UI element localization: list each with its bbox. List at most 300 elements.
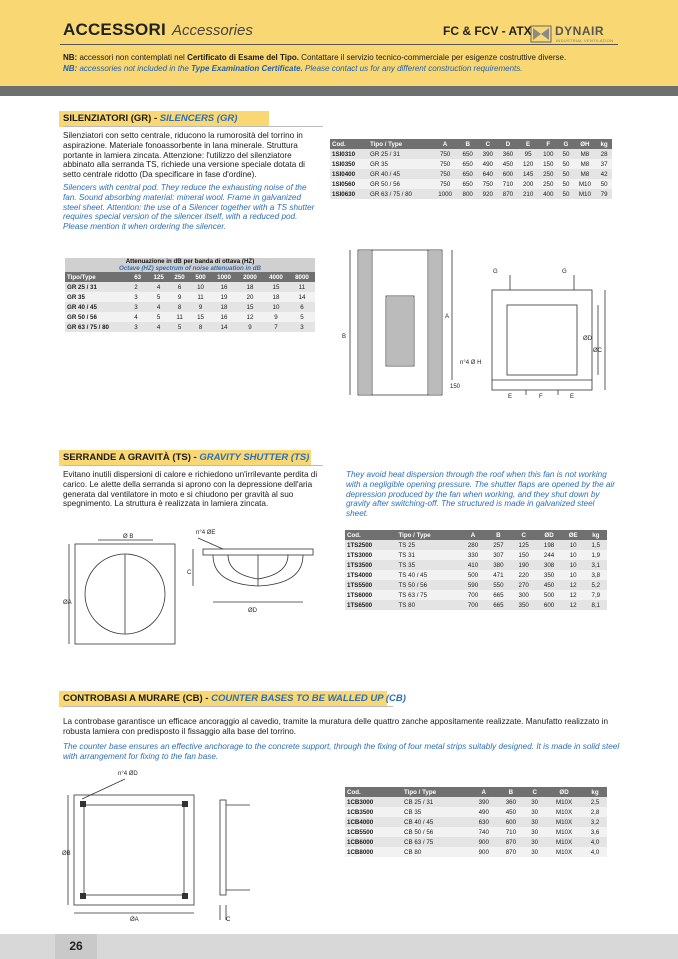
table-cell: 257: [486, 540, 511, 550]
table-row: [330, 159, 612, 169]
column-header: A: [433, 139, 458, 149]
table-cell: 30: [524, 817, 545, 827]
table-cell: 15: [190, 312, 211, 322]
dim-c-label: C: [187, 570, 192, 576]
logo-text: DYNAIR: [555, 24, 605, 38]
table-cell: 9: [169, 292, 190, 302]
table-cell: 1SI0350: [330, 159, 368, 169]
table-row: [65, 322, 315, 332]
attenuation-table: [65, 258, 315, 332]
table-cell: GR 50 / 56: [65, 312, 132, 322]
table-cell: 198: [536, 540, 561, 550]
table-cell: 920: [478, 189, 498, 199]
table-cell: 650: [458, 159, 478, 169]
column-header: G: [558, 139, 573, 149]
table-cell: GR 40 / 45: [65, 302, 132, 312]
table-row: [65, 282, 315, 292]
column-header: Cod.: [345, 787, 402, 797]
column-header: kg: [585, 530, 607, 540]
dim-g2-label: G: [562, 269, 567, 275]
table-row: [65, 302, 315, 312]
table-cell: 1CB3000: [345, 797, 402, 807]
column-header: D: [498, 139, 518, 149]
table-cell: 11: [169, 312, 190, 322]
table-cell: 900: [470, 847, 497, 857]
table-cell: 4: [148, 282, 169, 292]
table-cell: 900: [470, 837, 497, 847]
table-cell: 95: [518, 149, 538, 159]
dim-d-label: ØD: [248, 608, 257, 614]
dim-a-label: ØA: [63, 600, 72, 606]
table-cell: 1TS6500: [345, 600, 397, 610]
table-cell: 50: [596, 179, 612, 189]
table-cell: 490: [470, 807, 497, 817]
dim-e1-label: E: [508, 394, 513, 400]
table-cell: 360: [498, 149, 518, 159]
table-cell: 450: [497, 807, 524, 817]
column-header: 500: [190, 272, 211, 282]
table-cell: TS 25: [397, 540, 461, 550]
table-cell: 1TS2500: [345, 540, 397, 550]
dim-b-label: Ø B: [123, 534, 134, 540]
table-cell: 700: [460, 590, 485, 600]
table-cell: 20: [237, 292, 263, 302]
table-cell: M8: [574, 149, 597, 159]
table-cell: 2,8: [583, 807, 607, 817]
table-cell: 3: [132, 302, 148, 312]
table-row: [345, 837, 607, 847]
page-number: 26: [55, 934, 97, 959]
column-header: ØH: [574, 139, 597, 149]
table-row: [345, 827, 607, 837]
column-header: 8000: [289, 272, 315, 282]
table-cell: 5: [148, 312, 169, 322]
table-row: [65, 312, 315, 322]
dim-c-label: C: [226, 917, 231, 923]
table-cell: 15: [263, 282, 289, 292]
table-cell: 360: [497, 797, 524, 807]
table-cell: M10: [574, 179, 597, 189]
table-cell: 9: [190, 302, 211, 312]
table-cell: 30: [524, 847, 545, 857]
table-cell: 1,5: [585, 540, 607, 550]
shutters-heading: SERRANDE A GRAVITÀ (TS) - GRAVITY SHUTTER (TS): [63, 452, 323, 466]
table-cell: TS 63 / 75: [397, 590, 461, 600]
table-cell: GR 40 / 45: [368, 169, 433, 179]
table-cell: 750: [478, 179, 498, 189]
table-cell: 600: [536, 600, 561, 610]
table-cell: 50: [558, 149, 573, 159]
table-cell: 300: [511, 590, 536, 600]
table-cell: TS 35: [397, 560, 461, 570]
table-row: [345, 807, 607, 817]
dim-a-label: ØA: [130, 917, 139, 923]
table-cell: 1000: [433, 189, 458, 199]
table-cell: 3,1: [585, 560, 607, 570]
column-header: B: [458, 139, 478, 149]
table-cell: 100: [538, 149, 558, 159]
column-header: ØE: [562, 530, 585, 540]
table-row: [345, 540, 607, 550]
table-cell: GR 35: [65, 292, 132, 302]
table-row: [345, 797, 607, 807]
table-cell: 1CB3500: [345, 807, 402, 817]
table-cell: CB 35: [402, 807, 470, 817]
dim-b-label: B: [342, 334, 347, 340]
table-cell: 9: [263, 312, 289, 322]
column-header: F: [538, 139, 558, 149]
table-cell: 220: [511, 570, 536, 580]
column-header: A: [470, 787, 497, 797]
table-cell: GR 63 / 75 / 80: [368, 189, 433, 199]
table-cell: 14: [211, 322, 237, 332]
table-cell: 210: [518, 189, 538, 199]
column-header: 250: [169, 272, 190, 282]
table-cell: 12: [562, 580, 585, 590]
table-cell: 12: [237, 312, 263, 322]
column-header: E: [518, 139, 538, 149]
table-cell: 600: [497, 817, 524, 827]
table-cell: 8: [169, 302, 190, 312]
table-cell: 1TS6000: [345, 590, 397, 600]
table-cell: 4: [132, 312, 148, 322]
table-cell: 8: [190, 322, 211, 332]
table-cell: 18: [237, 282, 263, 292]
table-cell: 4: [148, 302, 169, 312]
table-cell: 50: [558, 159, 573, 169]
bases-text-it: La controbase garantisce un efficace ancoraggio al cavedio, tramite la muratura delle quattro zanche appositamente realizzate. Manufatto realizzato in robusta lamiera con predisposto il fissaggio alla base del torrino.: [63, 717, 609, 736]
table-cell: 1SI0630: [330, 189, 368, 199]
table-cell: 750: [433, 179, 458, 189]
table-cell: M10X: [545, 807, 583, 817]
table-cell: 5: [289, 312, 315, 322]
table-cell: 150: [511, 550, 536, 560]
dim-f-label: F: [539, 394, 543, 400]
table-cell: 350: [511, 600, 536, 610]
table-cell: 450: [498, 159, 518, 169]
table-cell: 6: [169, 282, 190, 292]
table-cell: 750: [433, 159, 458, 169]
table-cell: 1TS3500: [345, 560, 397, 570]
dim-c-label: ØC: [593, 348, 602, 354]
table-row: [330, 149, 612, 159]
table-cell: 11: [289, 282, 315, 292]
table-cell: TS 31: [397, 550, 461, 560]
table-cell: 1CB6000: [345, 837, 402, 847]
table-cell: 710: [498, 179, 518, 189]
table-cell: 30: [524, 837, 545, 847]
table-cell: CB 80: [402, 847, 470, 857]
table-cell: 5,2: [585, 580, 607, 590]
table-cell: 120: [518, 159, 538, 169]
table-cell: 1CB4000: [345, 817, 402, 827]
table-cell: 4,0: [583, 837, 607, 847]
table-cell: TS 80: [397, 600, 461, 610]
table-cell: 500: [460, 570, 485, 580]
shutters-text-it: Evitano inutili dispersioni di calore e richiedono un'irrilevante perdita di carico. Le alette della serranda si aprono con la depressione dell'aria generata dal ventilatore in moto e si chiudono per gravità al suo spegnimento. La struttura è realizzata in lamiera zincata.: [63, 470, 318, 509]
table-cell: 1TS5500: [345, 580, 397, 590]
table-cell: 7,9: [585, 590, 607, 600]
table-cell: 600: [498, 169, 518, 179]
table-cell: 250: [538, 179, 558, 189]
table-cell: GR 25 / 31: [368, 149, 433, 159]
column-header: 1000: [211, 272, 237, 282]
table-cell: 270: [511, 580, 536, 590]
table-cell: GR 35: [368, 159, 433, 169]
table-cell: 3: [132, 292, 148, 302]
table-cell: 3,6: [583, 827, 607, 837]
table-cell: 870: [498, 189, 518, 199]
table-cell: 5: [148, 292, 169, 302]
shutters-table: [345, 530, 607, 610]
table-cell: 2,5: [583, 797, 607, 807]
table-row: [345, 560, 607, 570]
table-cell: 390: [478, 149, 498, 159]
table-cell: 190: [511, 560, 536, 570]
table-cell: 15: [237, 302, 263, 312]
table-cell: 9: [237, 322, 263, 332]
column-header: Cod.: [330, 139, 368, 149]
table-cell: 640: [478, 169, 498, 179]
column-header: 2000: [237, 272, 263, 282]
table-cell: 307: [486, 550, 511, 560]
column-header: C: [478, 139, 498, 149]
table-cell: 450: [536, 580, 561, 590]
dim-g1-label: G: [493, 269, 498, 275]
holes-label: n°4 Ø H: [460, 360, 482, 366]
table-row: [330, 169, 612, 179]
table-cell: 145: [518, 169, 538, 179]
holes-label: n°4 ØD: [118, 771, 138, 777]
table-cell: 30: [524, 797, 545, 807]
table-cell: M10X: [545, 817, 583, 827]
table-cell: 400: [538, 189, 558, 199]
table-cell: 750: [433, 169, 458, 179]
table-cell: GR 25 / 31: [65, 282, 132, 292]
dim-b-label: ØB: [62, 851, 71, 857]
table-cell: 18: [263, 292, 289, 302]
table-cell: CB 25 / 31: [402, 797, 470, 807]
table-cell: 2: [132, 282, 148, 292]
table-cell: CB 63 / 75: [402, 837, 470, 847]
table-cell: 16: [211, 312, 237, 322]
column-header: 125: [148, 272, 169, 282]
holes-label: n°4 ØE: [196, 530, 216, 536]
table-cell: 150: [538, 159, 558, 169]
table-cell: 650: [458, 149, 478, 159]
table-cell: 390: [470, 797, 497, 807]
column-header: kg: [596, 139, 612, 149]
table-header-row: [345, 787, 607, 797]
bases-table: [345, 787, 607, 857]
table-cell: 10: [562, 550, 585, 560]
table-row: [345, 847, 607, 857]
nb-italian: NB: accessori non contemplati nel Certificato di Esame del Tipo. Contattare il servizio tecnico-commerciale per esigenze costruttive diverse.: [63, 53, 567, 62]
table-cell: 250: [538, 169, 558, 179]
silencers-text-it: Silenziatori con setto centrale, riducono la rumorosità del torrino in aspirazione. Materiale fonoassorbente in lana minerale. Struttura portante in lamiera zincata. Attenzione: l'utilizzo del silenziatore abbinato alla serranda TS, richiede una versione speciale dotata di setto centrale ridotto (Da specificare in fase d'ordine).: [63, 131, 305, 180]
table-cell: 3: [132, 322, 148, 332]
table-cell: 8,1: [585, 600, 607, 610]
column-header: Tipo/Type: [65, 272, 132, 282]
silencers-table: [330, 139, 612, 199]
table-row: [65, 292, 315, 302]
column-header: ØD: [536, 530, 561, 540]
table-cell: 330: [460, 550, 485, 560]
table-cell: 1CB8000: [345, 847, 402, 857]
column-header: 4000: [263, 272, 289, 282]
table-row: [345, 570, 607, 580]
table-cell: TS 40 / 45: [397, 570, 461, 580]
table-cell: 28: [596, 149, 612, 159]
table-row: [330, 189, 612, 199]
table-cell: 16: [211, 282, 237, 292]
header-rule: [60, 44, 618, 45]
bases-text-en: The counter base ensures an effective anchorage to the concrete support, through the fixing of four metal strips suitably designed. It is made in solid steel with arrangement for fixing to the fan base.: [63, 742, 620, 761]
table-cell: 1TS3000: [345, 550, 397, 560]
table-header-row: [330, 139, 612, 149]
table-cell: 50: [558, 179, 573, 189]
table-cell: 10: [263, 302, 289, 312]
table-cell: 11: [190, 292, 211, 302]
column-header: Tipo / Type: [397, 530, 461, 540]
column-header: kg: [583, 787, 607, 797]
column-header: Tipo / Type: [368, 139, 433, 149]
table-cell: 630: [470, 817, 497, 827]
table-cell: 37: [596, 159, 612, 169]
table-cell: 6: [289, 302, 315, 312]
nb-note: [63, 53, 623, 74]
table-header-row: [345, 530, 607, 540]
table-cell: 1TS4000: [345, 570, 397, 580]
column-header: Cod.: [345, 530, 397, 540]
table-row: [345, 600, 607, 610]
table-cell: M10X: [545, 847, 583, 857]
table-cell: 700: [460, 600, 485, 610]
table-cell: 18: [211, 302, 237, 312]
table-cell: 490: [478, 159, 498, 169]
table-cell: 12: [562, 600, 585, 610]
dim-a-label: A: [445, 314, 450, 320]
shutter-drawing: [63, 524, 335, 649]
bases-heading: CONTROBASI A MURARE (CB) - COUNTER BASES TO BE WALLED UP (CB): [63, 693, 393, 707]
table-cell: 50: [558, 169, 573, 179]
table-cell: 3,8: [585, 570, 607, 580]
dim-d-label: ØD: [583, 336, 592, 342]
table-cell: 280: [460, 540, 485, 550]
silencers-text-en: Silencers with central pod. They reduce the exhausting noise of the fan. Sound absorbing material: mineral wool. Frame in galvanized steel sheet. Attention: the use of a Silencer together with a TS shutter requires special version of the silencer itself, with a reduced pod. Please mention it when ordering the silencer.: [63, 183, 315, 232]
page-subtitle: Accessories: [172, 22, 253, 39]
table-cell: M8: [574, 159, 597, 169]
column-header: C: [524, 787, 545, 797]
footer-band: [0, 934, 678, 959]
table-cell: 590: [460, 580, 485, 590]
shutters-text-en: They avoid heat dispersion through the roof when this fan is not working with a negligible opening pressure. The shutter flaps are opened by the air depression produced by the fan when working, and they shut down by gravity after switching-off. The structured is made in galvanized steel sheet.: [346, 470, 615, 519]
table-cell: 10: [190, 282, 211, 292]
attenuation-title: Attenuazione in dB per banda di ottava (HZ) Octave (HZ) spectrum of noise attenuation in dB: [65, 258, 315, 272]
base-drawing: [60, 765, 275, 925]
table-cell: 4: [148, 322, 169, 332]
column-header: Tipo / Type: [402, 787, 470, 797]
table-row: [345, 817, 607, 827]
table-row: [345, 590, 607, 600]
column-header: 63: [132, 272, 148, 282]
table-cell: 350: [536, 570, 561, 580]
table-cell: 200: [518, 179, 538, 189]
table-cell: 380: [486, 560, 511, 570]
table-cell: CB 40 / 45: [402, 817, 470, 827]
table-cell: 710: [497, 827, 524, 837]
table-cell: 10: [562, 540, 585, 550]
logo-tagline: INDUSTRIAL VENTILATION: [556, 38, 614, 43]
table-cell: 800: [458, 189, 478, 199]
nb-english: NB: accessories not included in the Type Examination Certificate. Please contact us for any different construction requirements.: [63, 63, 523, 73]
table-cell: 1SI0560: [330, 179, 368, 189]
table-cell: 10: [562, 570, 585, 580]
column-header: A: [460, 530, 485, 540]
table-cell: 4,0: [583, 847, 607, 857]
table-cell: M10X: [545, 827, 583, 837]
table-cell: 12: [562, 590, 585, 600]
table-row: [330, 179, 612, 189]
table-cell: GR 50 / 56: [368, 179, 433, 189]
table-cell: 665: [486, 600, 511, 610]
table-cell: 665: [486, 590, 511, 600]
table-cell: 500: [536, 590, 561, 600]
table-cell: 1,9: [585, 550, 607, 560]
table-cell: 308: [536, 560, 561, 570]
table-cell: 3,2: [583, 817, 607, 827]
table-cell: 79: [596, 189, 612, 199]
table-cell: 125: [511, 540, 536, 550]
table-cell: 244: [536, 550, 561, 560]
table-cell: 750: [433, 149, 458, 159]
dim-e2-label: E: [570, 394, 575, 400]
table-cell: 42: [596, 169, 612, 179]
table-cell: 1SI0310: [330, 149, 368, 159]
table-cell: 650: [458, 169, 478, 179]
column-header: B: [486, 530, 511, 540]
table-header-row: [65, 272, 315, 282]
page-title: ACCESSORI: [63, 20, 166, 39]
table-cell: 19: [211, 292, 237, 302]
table-row: [345, 580, 607, 590]
table-cell: M10: [574, 189, 597, 199]
table-row: [345, 550, 607, 560]
column-header: C: [511, 530, 536, 540]
table-cell: 7: [263, 322, 289, 332]
table-cell: 870: [497, 847, 524, 857]
table-cell: 471: [486, 570, 511, 580]
table-cell: GR 63 / 75 / 80: [65, 322, 132, 332]
header-divider-band: [0, 86, 678, 96]
table-cell: CB 50 / 56: [402, 827, 470, 837]
table-cell: 1CB5500: [345, 827, 402, 837]
table-cell: 10: [562, 560, 585, 570]
silencers-heading: SILENZIATORI (GR) - SILENCERS (GR): [63, 113, 323, 127]
table-cell: TS 50 / 56: [397, 580, 461, 590]
table-cell: M8: [574, 169, 597, 179]
table-cell: 30: [524, 807, 545, 817]
table-cell: 5: [169, 322, 190, 332]
table-cell: 740: [470, 827, 497, 837]
column-header: B: [497, 787, 524, 797]
silencer-drawing: [330, 240, 615, 400]
table-cell: M10X: [545, 797, 583, 807]
table-cell: 650: [458, 179, 478, 189]
dim-150-label: 150: [450, 384, 461, 390]
table-cell: 14: [289, 292, 315, 302]
series-label: FC & FCV - ATX: [443, 24, 532, 38]
